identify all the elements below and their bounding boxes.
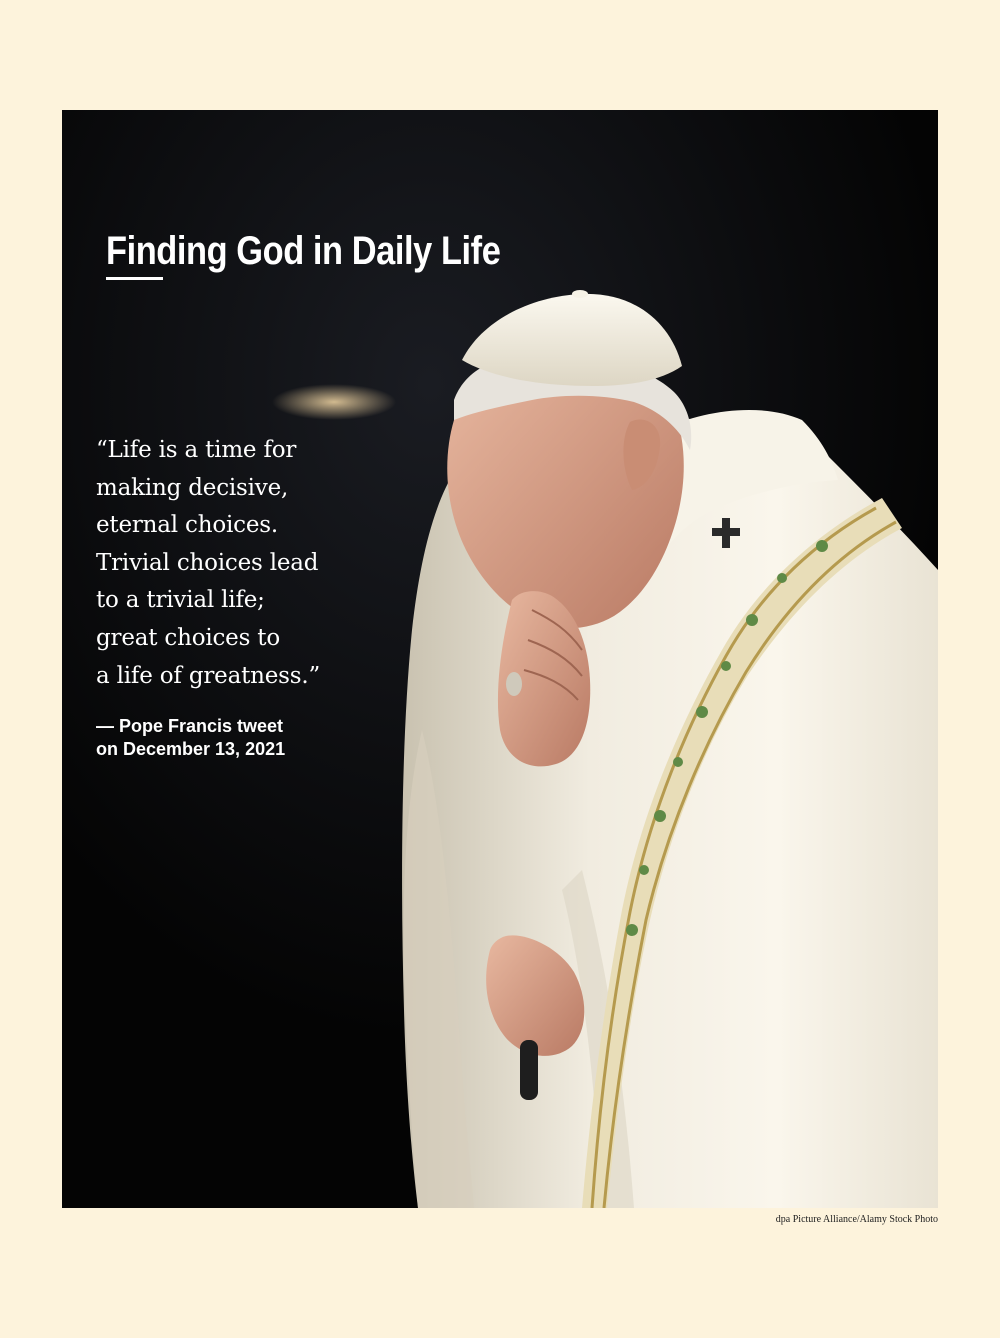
photo-credit: dpa Picture Alliance/Alamy Stock Photo xyxy=(775,1214,938,1225)
quote-line: great choices to xyxy=(96,624,280,651)
quote-line: making decisive, xyxy=(96,474,289,501)
quote-line: to a trivial life; xyxy=(96,587,265,614)
pull-quote xyxy=(96,432,396,695)
attribution-line: — Pope Francis tweet xyxy=(96,716,284,736)
quote-attribution xyxy=(96,715,396,761)
attribution-line: on December 13, 2021 xyxy=(96,739,286,759)
photo-frame xyxy=(62,110,938,1208)
quote-line: eternal choices. xyxy=(96,512,278,539)
quote-line: Trivial choices lead xyxy=(96,549,319,576)
quote-line: a life of greatness.” xyxy=(96,662,321,689)
headline-underline xyxy=(106,277,163,280)
page-title: Finding God in Daily Life xyxy=(106,229,501,273)
quote-line: “Life is a time for xyxy=(96,437,297,463)
